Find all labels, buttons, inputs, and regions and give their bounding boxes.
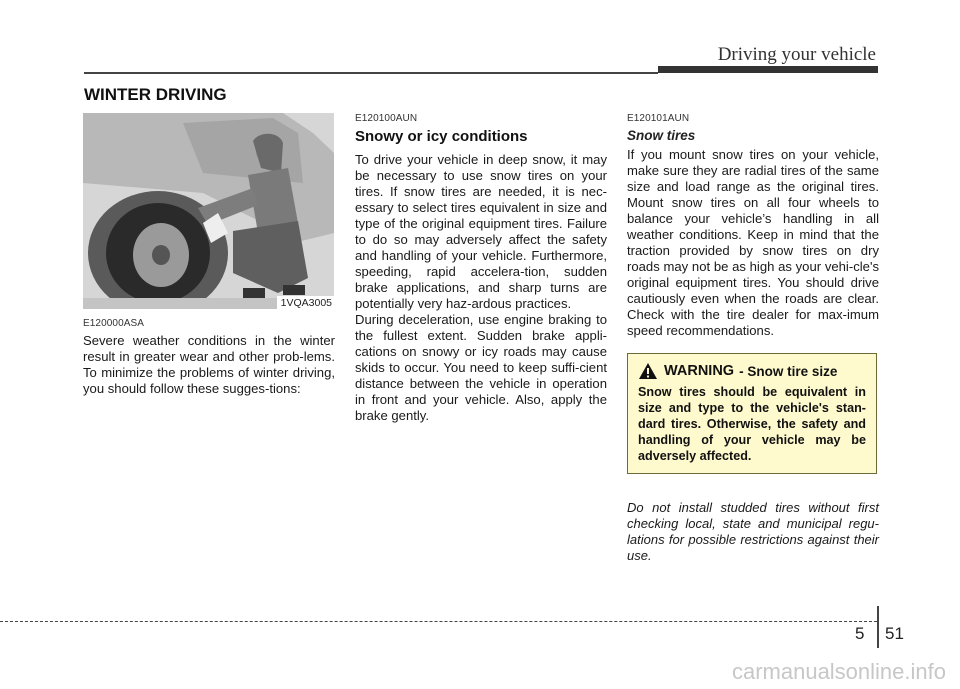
paragraph-snowy-2: During deceleration, use engine braking to the fullest extent. Sudden brake appli-cations on snowy or icy roads may cause skids to occur. You need to keep suffi-cient distance between the vehicle in operation in front and your vehicle. Also, apply the brake gently. xyxy=(355,312,607,423)
warning-subtitle: - Snow tire size xyxy=(739,363,838,379)
car-tire-illustration xyxy=(83,113,334,309)
section-title: WINTER DRIVING xyxy=(84,85,227,104)
illustration-snow-tire-photo xyxy=(83,113,334,309)
column-1 xyxy=(83,113,335,397)
column-3 xyxy=(627,113,879,577)
running-header-title: Driving your vehicle xyxy=(717,44,876,65)
heading-snowy-icy: Snowy or icy conditions xyxy=(355,128,528,145)
page-number: 51 xyxy=(885,624,904,643)
heading-snow-tires: Snow tires xyxy=(627,128,696,143)
footer-rule xyxy=(0,621,877,622)
section-code: E120000ASA xyxy=(83,318,145,329)
photo-code: 1VQA3005 xyxy=(277,296,334,309)
header-rule xyxy=(84,72,658,74)
header-bar xyxy=(658,66,878,73)
column-2 xyxy=(355,113,607,424)
intro-paragraph: Severe weather conditions in the winter result in greater wear and other prob-lems. To minimize the problems of winter driving, you should follow these sugges-tions: xyxy=(83,333,335,396)
paragraph-snow-tires: If you mount snow tires on your vehicle, make sure they are radial tires of the same size and load range as the original tires. Mount snow tires on all four wheels to balance your vehicle’s handling in all weather conditions. Keep in mind that the traction provided by snow tires on dry roads may not be as high as your vehi-cle's original equipment tires. You should drive cautiously even when the roads are clear. Check with the tire dealer for max-imum speed recommendations. xyxy=(627,147,879,338)
watermark-text: carmanualsonline.info xyxy=(731,659,946,684)
studded-tires-note: Do not install studded tires without first checking local, state and municipal regu-lations for possible restrictions against their use. xyxy=(627,500,879,563)
warning-body: Snow tires should be equivalent in size and type to the vehicle's stan-dard tires. Otherwise, the safety and handling of your vehicle may be adversely affected. xyxy=(638,385,866,463)
warning-box xyxy=(627,353,877,474)
paragraph-snowy-1: To drive your vehicle in deep snow, it may be necessary to use snow tires on your tires. If snow tires are needed, it is nec-essary to select tires equivalent in size and type of the original equipment tires. Failure to do so may adversely affect the safety and handling of your vehicle. Furthermore, speeding, rapid accelera-tion, sudden brake applications, and sharp turns are potentially very haz-ardous practices. xyxy=(355,152,607,311)
warning-header xyxy=(638,362,866,380)
section-code: E120101AUN xyxy=(627,113,690,124)
warning-triangle-icon xyxy=(638,362,658,380)
warning-title: WARNING xyxy=(664,363,735,379)
footer-divider xyxy=(877,606,879,648)
chapter-number: 5 xyxy=(855,624,865,643)
section-code: E120100AUN xyxy=(355,113,418,124)
